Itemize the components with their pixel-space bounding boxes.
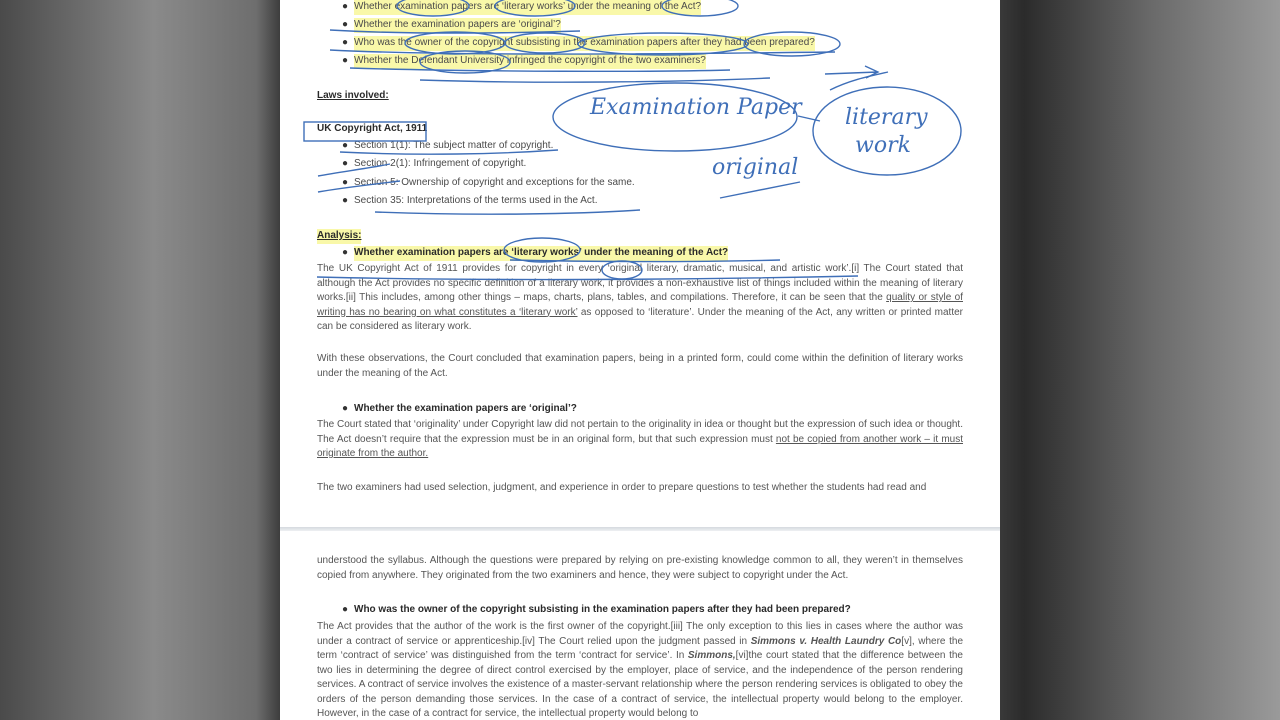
case-name-simmons: Simmons v. Health Laundry Co xyxy=(750,635,902,647)
handwritten-exam-paper: Examination Paper xyxy=(590,95,802,120)
ink-underline xyxy=(420,78,770,82)
bullet-dot: ● xyxy=(342,19,349,30)
case-name-short: Simmons, xyxy=(687,650,736,661)
bullet-dot: ● xyxy=(342,1,349,12)
ink-underline xyxy=(375,210,640,214)
handwritten-work: work xyxy=(855,133,911,158)
p6-text-e: the court stated that the difference between the two lies in determining the degree of direct control exercised by the employer, place of service, and the independence of the person rendering services. A contract of service involves the existence of a master-servant relationship where the person rendering services is obligated to obey the orders of the person demanding those services. In the case of a contract of service, the intellectual property would belong to the employer. However, in the case of a contract for service, the intellectual property would belong to xyxy=(317,650,963,719)
issue-3: Who was the owner of the copyright subsisting in the examination papers after they had been prepared? xyxy=(354,36,815,51)
p6-text-d: , where the term ‘contract of service’ was distinguished from the term ‘contract for service’. In xyxy=(317,635,964,661)
ink-circle xyxy=(813,87,961,175)
handwritten-original: original xyxy=(712,155,799,180)
question-3: Who was the owner of the copyright subsisting in the examination papers after they had been prepared? xyxy=(354,604,851,615)
document-page xyxy=(280,0,1000,720)
bullet-dot: ● xyxy=(342,55,349,66)
section-4: Section 35: Interpretations of the terms used in the Act. xyxy=(354,195,598,206)
paragraph-originality xyxy=(317,418,963,462)
paragraph-examiners: The two examiners had used selection, judgment, and experience in order to prepare questions to test whether the students had read and xyxy=(317,482,927,493)
paragraph-conclusion: With these observations, the Court concluded that examination papers, being in a printed form, could come within the definition of literary works under the meaning of the Act. xyxy=(317,353,963,379)
p1-text-b: The Court stated that although the Act provides no specific definition of a literary work, it provides a non-exhaustive list of things included within the meaning of literary works. xyxy=(317,263,963,303)
section-2: Section 2(1): Infringement of copyright. xyxy=(354,158,527,169)
footnote-ref-iv[interactable]: [iv] xyxy=(522,635,535,647)
section-1: Section 1(1): The subject matter of copyright. xyxy=(354,140,554,151)
footnote-ref-ii[interactable]: [ii] xyxy=(345,292,356,303)
ink-underline xyxy=(720,182,800,198)
bullet-dot: ● xyxy=(342,604,349,615)
handwritten-literary: literary xyxy=(845,105,928,130)
section-3: Section 5: Ownership of copyright and exceptions for the same. xyxy=(354,177,635,188)
p6-text-c: The Court relied upon the judgment passed in xyxy=(534,635,751,647)
bullet-dot: ● xyxy=(342,37,349,48)
ink-arrow xyxy=(825,66,878,78)
bullet-dot: ● xyxy=(342,195,349,206)
issue-2: Whether the examination papers are ‘original’? xyxy=(354,18,561,33)
p1-text-c: This includes, among other things – maps, charts, plans, tables, and compilations. Therefore, it can be seen that the xyxy=(355,292,887,303)
p3-text: The Court stated that ‘originality’ under Copyright law did not pertain to the originality in idea or thought but the expression of such idea or thought. The Act doesn’t require that the expression must be in an original form, but that such expression must xyxy=(317,419,963,445)
footnote-ref-iii[interactable]: [iii] xyxy=(670,621,683,632)
p1-text-a: The UK Copyright Act of 1911 provides for copyright in every ‘original literary, dramatic, musical, and artistic work’. xyxy=(317,263,852,274)
paragraph-literary-works xyxy=(317,262,963,335)
p6-text-b: The only exception to this lies in cases where the author was under a contract of service or apprenticeship. xyxy=(317,621,963,647)
paragraph-syllabus: understood the syllabus. Although the questions were prepared by relying on pre-existing knowledge common to all, they weren’t in themselves copied from anywhere. They originated from the two examiners and hence, they were subject to copyright under the Act. xyxy=(317,555,963,581)
footnote-ref-v[interactable]: [v] xyxy=(901,635,912,647)
question-2: Whether the examination papers are ‘original’? xyxy=(354,403,577,414)
ink-line xyxy=(830,72,888,90)
p1-text-d: as opposed to ‘literature’. Under the meaning of the Act, any written or printed matter can be considered as literary work. xyxy=(317,306,964,332)
laws-heading: Laws involved: xyxy=(317,90,389,101)
bullet-dot: ● xyxy=(342,158,349,169)
page-break xyxy=(280,527,1000,531)
bullet-dot: ● xyxy=(342,403,349,414)
p6-text-a: The Act provides that the author of the work is the first owner of the copyright. xyxy=(317,621,671,632)
bullet-dot: ● xyxy=(342,247,349,258)
issue-4: Whether the Defendant University infringed the copyright of the two examiners? xyxy=(354,54,706,69)
bullet-dot: ● xyxy=(342,140,349,151)
p3-underlined: not be copied from another work – it must originate from the author. xyxy=(317,433,963,459)
issue-1: Whether examination papers are ‘literary works’ under the meaning of the Act? xyxy=(354,0,701,15)
paragraph-ownership xyxy=(317,620,963,720)
bullet-dot: ● xyxy=(342,177,349,188)
footnote-ref-i[interactable]: [i] xyxy=(851,263,860,274)
act-title: UK Copyright Act, 1911 xyxy=(317,123,428,134)
p1-underlined: quality or style of writing has no bearing on what constitutes a ‘literary work’ xyxy=(317,292,963,318)
footnote-ref-vi[interactable]: [vi] xyxy=(735,650,749,661)
analysis-heading: Analysis: xyxy=(317,229,361,244)
question-1: Whether examination papers are ‘literary works’ under the meaning of the Act? xyxy=(354,246,728,261)
